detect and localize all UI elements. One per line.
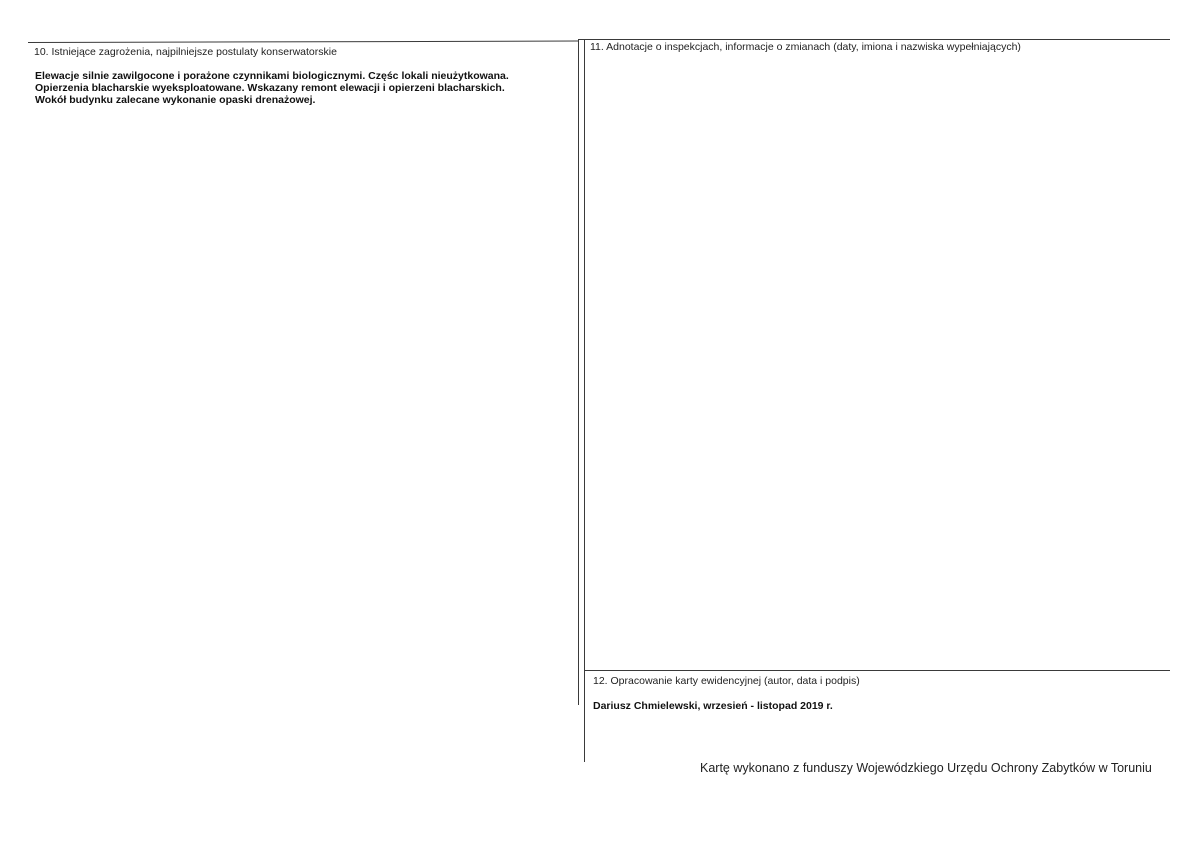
section-10-line: Elewacje silnie zawilgocone i porażone czynnikami biologicznymi. Częśc lokali nieużytkowana. [35,70,509,82]
section-10-content [35,70,575,106]
section-10-label: 10. Istniejące zagrożenia, najpilniejsze postulaty konserwatorskie [34,46,337,58]
section-10-line: Opierzenia blacharskie wyeksploatowane. Wskazany remont elewacji i opierzeni blacharskich. [35,82,505,94]
section-10-line: Wokół budynku zalecane wykonanie opaski drenażowej. [35,94,316,106]
section-12-top-border [584,670,1170,671]
section-divider-right [584,40,585,762]
section-12-label: 12. Opracowanie karty ewidencyjnej (autor, data i podpis) [593,675,860,687]
section-12-content: Dariusz Chmielewski, wrzesień - listopad 2019 r. [593,700,833,712]
section-11-top-border [578,39,1170,40]
section-divider-left [578,40,579,705]
funding-note: Kartę wykonano z funduszy Wojewódzkiego Urzędu Ochrony Zabytków w Toruniu [700,761,1152,775]
section-11-label: 11. Adnotacje o inspekcjach, informacje o zmianach (daty, imiona i nazwiska wypełniających) [590,41,1021,53]
section-10-top-border [28,41,578,43]
